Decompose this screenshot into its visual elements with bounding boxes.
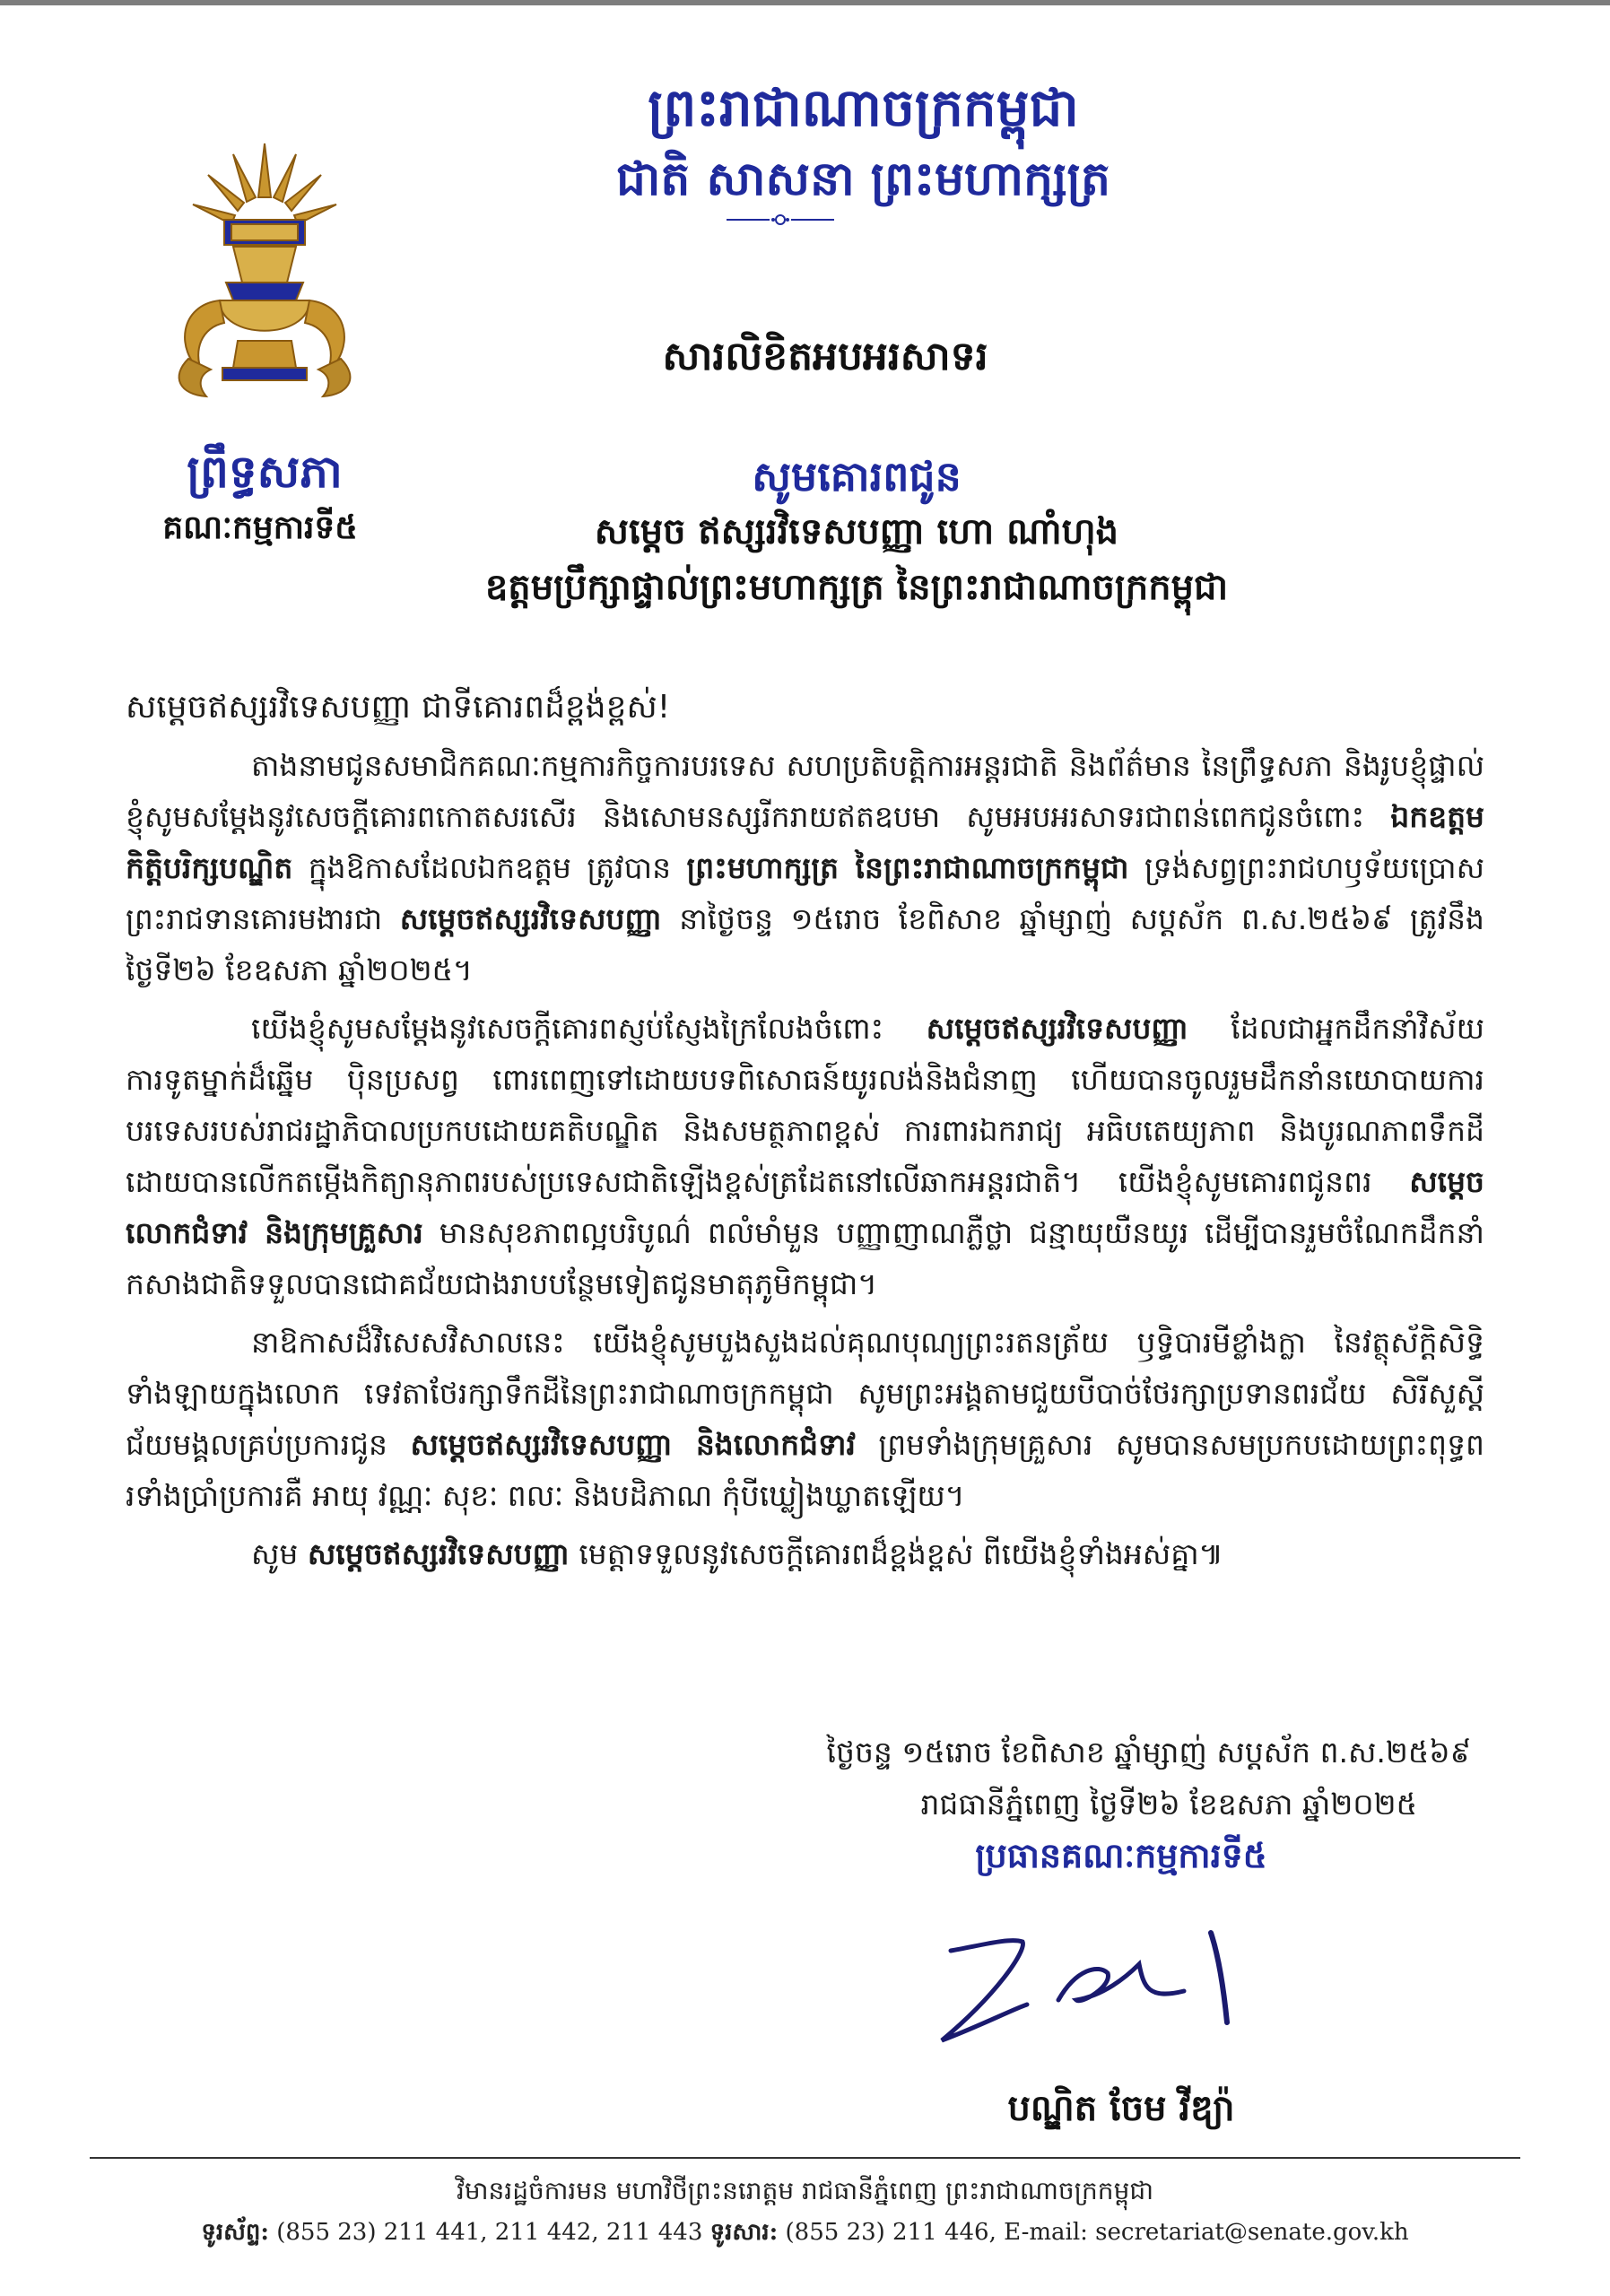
senate-name: ព្រឹទ្ធសភា [187,445,343,498]
footer [90,2170,1520,2253]
paragraph-2 [126,1003,1484,1309]
bold-span: ឯកឧត្តមកិត្តិបរិក្សបណ្ឌិត [126,799,1484,885]
phone-value: (855 23) 211 441, 211 442, 211 443 [268,2219,710,2246]
bold-span: សម្តេចឥស្សរវិទេសបញ្ញា [926,1011,1188,1046]
footer-divider [90,2157,1520,2159]
text-span: ដែលជាអ្នកដឹកនាំវិស័យការទូតម្នាក់ដ៏ឆ្នើម ប៉ិនប្រសព្វ ពោរពេញទៅដោយបទពិសោធន៍យូរលង់និងជំនាញ ហើយបានចូលរួមដឹកនាំនយោបាយការបរទេសរបស់រាជរដ្ឋាភិបាលប្រកបដោយគតិបណ្ឌិត និងសមត្ថភាពខ្ពស់ ការពារឯករាជ្យ អធិបតេយ្យភាព និងបូរណភាពទឹកដី ដោយបានលើកតម្កើងកិត្យានុភាពរបស់ប្រទេសជាតិឡើងខ្ពស់ត្រដែតនៅលើឆាកអន្តរជាតិ។ យើងខ្ញុំសូមគោរពជូនពរ [126,1011,1484,1199]
text-span: មានសុខភាពល្អបរិបូណ៌ ពលំមាំមួន បញ្ញាញាណភ្លឺថ្លា ជន្មាយុយឺនយូរ ដើម្បីបានរួមចំណែកដឹកនាំកសាងជាតិទទួលបានជោគជ័យជាងរាបបន្ថែមទៀតជូនមាតុភូមិកម្ពុជា។ [126,1215,1484,1301]
text-span: ក្នុងឱកាសដែលឯកឧត្តម ត្រូវបាន [292,850,687,885]
paragraph-1 [126,740,1484,996]
signer-title: ប្រធានគណៈកម្មការទី៥ [975,1835,1267,1875]
paragraph-4 [126,1528,1484,1579]
signer-name: បណ្ឌិត ចែម វីឌ្យ៉ា [1007,2087,1235,2129]
text-span: សូម [251,1536,308,1571]
recipient-block [341,448,1372,615]
text-span: ព្រមទាំងក្រុមគ្រួសារ សូមបានសមប្រកបដោយព្រះពុទ្ធពរទាំងប្រាំប្រការគឺ អាយុ វណ្ណៈ សុខៈ ពលៈ និងបដិភាណ កុំបីឃ្លៀងឃ្លាតឡើយ។ [126,1427,1485,1513]
date-block [718,1726,1471,1831]
text-span: មេត្តាទទួលនូវសេចក្តីគោរពដ៏ខ្ពង់ខ្ពស់ ពីយើងខ្ញុំទាំងអស់គ្នា៕ [569,1536,1224,1571]
bold-span: សម្តេចឥស្សរវិទេសបញ្ញា [307,1536,570,1571]
fax-value: (855 23) 211 446, E-mail: secretariat@senate.gov.kh [778,2219,1409,2246]
text-span: នាឱកាសដ៏វិសេសវិសាលនេះ យើងខ្ញុំសូមបួងសួងដល់គុណបុណ្យព្រះរតនត្រ័យ ឫទ្ធិបារមីខ្លាំងក្លា នៃវត្ថុស័ក្តិសិទ្ធិទាំងឡាយក្នុងលោក ទេវតាថែរក្សាទឹកដីនៃព្រះរាជាណាចក្រកម្ពុជា សូមព្រះអង្គតាមជួយបីបាច់ថែរក្សាប្រទានពរជ័យ សិរីសួស្តី ជ័យមង្គលគ្រប់ប្រការជូន [126,1325,1484,1462]
recipient-line-1: សូមគោរពជូន [752,452,962,500]
fax-label: ទូរសារ: [709,2219,779,2246]
letter-body [126,682,1484,1587]
text-span: តាងនាមជូនសមាជិកគណៈកម្មការកិច្ចការបរទេស សហប្រតិបត្តិការអន្តរជាតិ និងព័ត៌មាន នៃព្រឹទ្ធសភា និងរូបខ្ញុំផ្ទាល់ ខ្ញុំសូមសម្តែងនូវសេចក្តីគោរពកោតសរសើរ និងសោមនស្សរីករាយឥតឧបមា សូមអបអរសាទរជាពន់ពេកជូនចំពោះ [126,748,1484,834]
recipient-line-3: ឧត្តមប្រឹក្សាផ្ទាល់ព្រះមហាក្សត្រ នៃព្រះរាជាណាចក្រកម្ពុជា [484,566,1229,608]
place-date: រាជធានីភ្នំពេញ ថ្ងៃទី២៦ ខែឧសភា ឆ្នាំ២០២៥ [920,1787,1417,1822]
footer-address: វិមានរដ្ឋចំការមន មហាវិថីព្រះនរោត្តម រាជធានីភ្នំពេញ ព្រះរាជាណាចក្រកម្ពុជា [456,2176,1153,2205]
lunar-date: ថ្ងៃចន្ទ ១៥រោច ខែពិសាខ ឆ្នាំម្សាញ់ សប្តស័ក ព.ស.២៥៦៩ [826,1735,1471,1770]
text-span: ទ្រង់សព្វព្រះរាជហឫទ័យប្រោសព្រះរាជទានគោរមងារជា [126,850,1484,936]
top-border [0,0,1610,5]
salutation: សម្តេចឥស្សរវិទេសបញ្ញា ជាទីគោរពដ៏ខ្ពង់ខ្ពស់! [126,689,671,726]
footer-contact [90,2212,1520,2253]
text-span: នាថ្ងៃចន្ទ ១៥រោច ខែពិសាខ ឆ្នាំម្សាញ់ សប្តស័ក ព.ស.២៥៦៩ ត្រូវនឹងថ្ងៃទី២៦ ខែឧសភា ឆ្នាំ២០២៥។ [126,901,1484,987]
phone-label: ទូរស័ព្ទ: [201,2219,269,2246]
commission-name: គណៈកម្មការទី៥ [162,509,358,546]
handwritten-signature-icon [924,1915,1283,2049]
recipient-line-2: សម្តេច ឥស្សរវិទេសបញ្ញា ហោ ណាំហុង [594,510,1119,552]
senate-emblem-icon [161,135,368,404]
bold-span: សម្តេចឥស្សរវិទេសបញ្ញា [399,901,662,936]
divider-ornament-icon [727,211,834,229]
paragraph-3 [126,1317,1484,1521]
bold-span: សម្តេចឥស្សរវិទេសបញ្ញា និងលោកជំទាវ [410,1427,856,1462]
document-title: សារលិខិតអបអរសាទរ [662,334,988,379]
kingdom-title: ព្រះរាជាណាចក្រកម្ពុជា [648,77,1079,138]
bold-span: សម្តេច លោកជំទាវ និងក្រុមគ្រួសារ [126,1164,1484,1250]
text-span: យើងខ្ញុំសូមសម្តែងនូវសេចក្តីគោរពស្ញប់ស្ញែងក្រៃលែងចំពោះ [251,1011,927,1046]
national-motto: ជាតិ សាសនា ព្រះមហាក្សត្រ [615,152,1111,206]
bold-span: ព្រះមហាក្សត្រ នៃព្រះរាជាណាចក្រកម្ពុជា [686,850,1129,885]
